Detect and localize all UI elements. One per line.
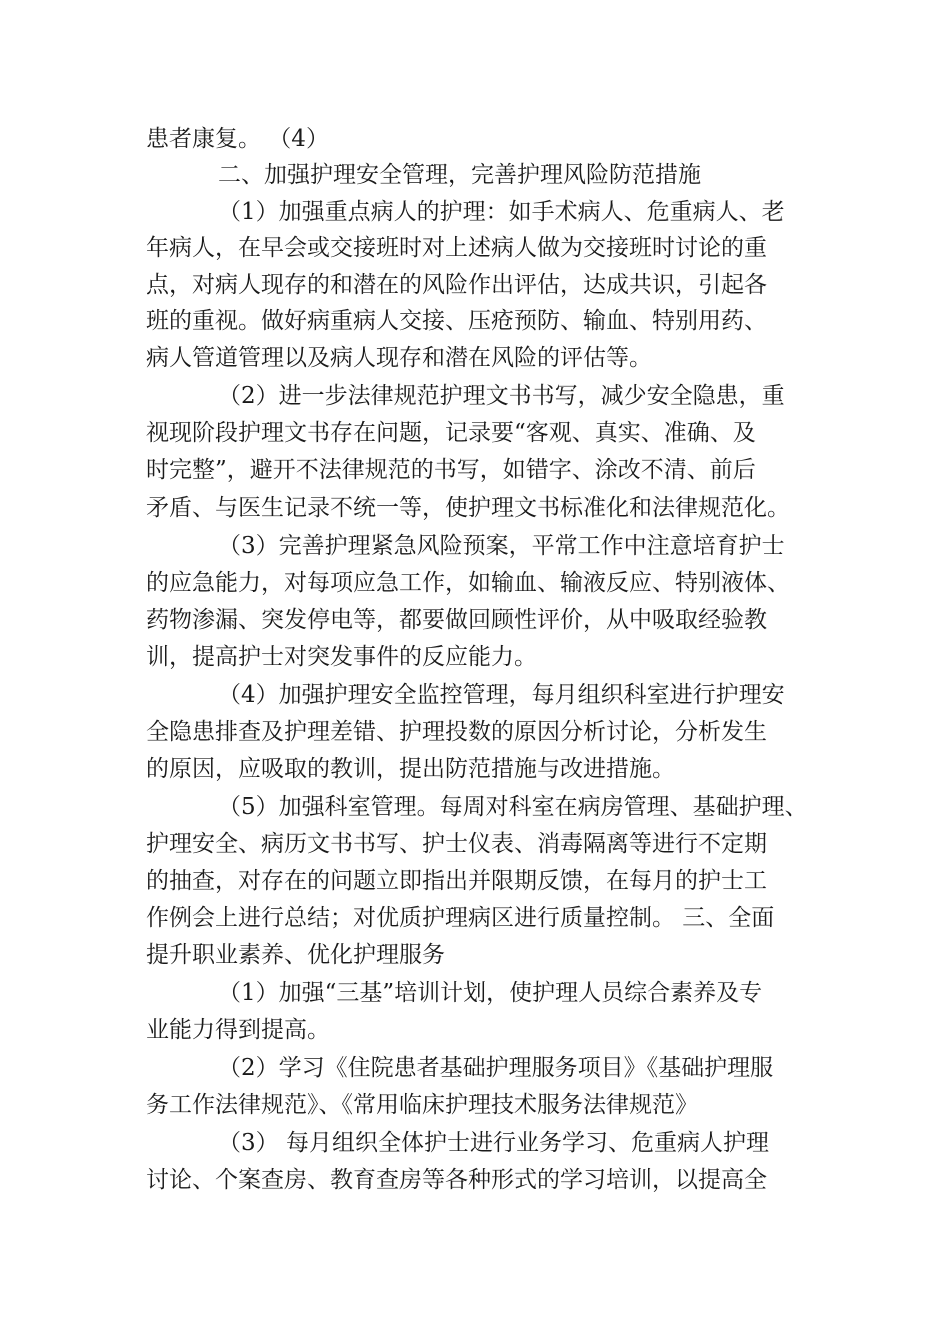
paragraph-line: 的抽查，对存在的问题立即指出并限期反馈，在每月的护士工	[146, 868, 767, 894]
paragraph-line: 矛盾、与医生记录不统一等，使护理文书标准化和法律规范化。	[146, 495, 790, 521]
paragraph-line: （5）加强科室管理。每周对科室在病房管理、基础护理、	[218, 794, 808, 820]
paragraph-line: 作例会上进行总结；对优质护理病区进行质量控制。 三、全面	[146, 905, 775, 931]
paragraph-line: （4）加强护理安全监控管理，每月组织科室进行护理安	[218, 682, 785, 708]
paragraph-line: 训，提高护士对突发事件的反应能力。	[146, 644, 537, 670]
section-heading: 二、加强护理安全管理，完善护理风险防范措施	[218, 162, 701, 188]
paragraph-line: （1）加强“三基”培训计划，使护理人员综合素养及专	[218, 980, 763, 1006]
paragraph-line: 班的重视。做好病重病人交接、压疮预防、输血、特别用药、	[146, 308, 767, 334]
paragraph-line: 务工作法律规范》、《常用临床护理技术服务法律规范》	[146, 1092, 698, 1118]
paragraph-line: （3）完善护理紧急风险预案，平常工作中注意培育护士	[218, 533, 785, 559]
paragraph-line: 护理安全、病历文书书写、护士仪表、消毒隔离等进行不定期	[146, 831, 767, 857]
paragraph-line: 病人管道管理以及病人现存和潜在风险的评估等。	[146, 345, 652, 371]
paragraph-line: （3） 每月组织全体护士进行业务学习、危重病人护理	[218, 1130, 769, 1156]
paragraph-line: （2）进一步法律规范护理文书书写，减少安全隐患，重	[218, 383, 785, 409]
paragraph-line: （2）学习《住院患者基础护理服务项目》《基础护理服	[218, 1055, 774, 1081]
paragraph-line: 年病人，在早会或交接班时对上述病人做为交接班时讨论的重	[146, 235, 767, 261]
paragraph-line: （1）加强重点病人的护理：如手术病人、危重病人、老	[218, 199, 785, 225]
paragraph-line: 业能力得到提高。	[146, 1017, 330, 1043]
paragraph-line: 药物渗漏、突发停电等，都要做回顾性评价，从中吸取经验教	[146, 607, 767, 633]
paragraph-line: 时完整”，避开不法律规范的书写，如错字、涂改不清、前后	[146, 457, 756, 483]
paragraph-line: 提升职业素养、优化护理服务	[146, 942, 445, 968]
paragraph-line: 的应急能力，对每项应急工作，如输血、输液反应、特别液体、	[146, 570, 790, 596]
paragraph-line: 点，对病人现存的和潜在的风险作出评估，达成共识，引起各	[146, 272, 767, 298]
paragraph-line: 讨论、个案查房、教育查房等各种形式的学习培训，以提高全	[146, 1167, 767, 1193]
paragraph-line: 全隐患排查及护理差错、护理投数的原因分析讨论，分析发生	[146, 719, 767, 745]
paragraph-line: 视现阶段护理文书存在问题，记录要“客观、真实、准确、及	[146, 420, 756, 446]
body-text-line: 患者康复。 （4）	[146, 126, 329, 152]
paragraph-line: 的原因，应吸取的教训，提出防范措施与改进措施。	[146, 756, 675, 782]
